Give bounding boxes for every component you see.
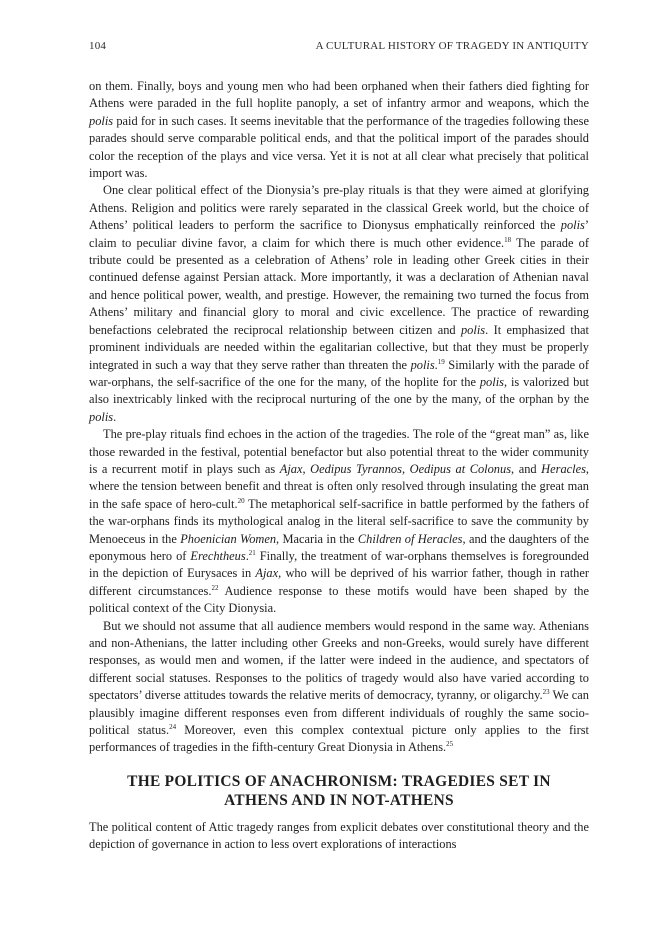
footnote-ref: 23: [542, 688, 550, 697]
text-run: .: [113, 409, 117, 424]
text-run: , is valorized but also inextricably linked with the reciprocal nurturing of the one by the many, of the orphan by the: [89, 374, 589, 407]
text-run: ’ claim to peculiar divine favor, a claim for which there is much other evidence.: [89, 218, 589, 250]
closing-paragraph: [89, 819, 589, 854]
text-run: One clear political effect of the Dionysia’s pre-play rituals is that they were aimed at glorifying Athens. Religion and politics were rarely separated in the classical Greek world, but the choice of Athens’ political leaders to perform the sacrifice to Dionysus emphatically reinforced the: [89, 183, 589, 233]
text-run: .: [245, 548, 249, 563]
text-run: The metaphorical self-sacrifice in battle performed by the fathers of the war-orphans finds its mythological analog in the literal self-sacrifice to save the community by Menoeceus in the: [89, 496, 589, 546]
italic-term: Phoenician Women: [180, 531, 277, 546]
italic-term: Oedipus Tyrannos: [310, 461, 402, 476]
text-run: ,: [401, 461, 410, 476]
running-head-title: A CULTURAL HISTORY OF TRAGEDY IN ANTIQUITY: [315, 40, 589, 52]
page-number: 104: [89, 40, 107, 52]
italic-term: Erechtheus: [190, 548, 246, 563]
text-run: Audience response to these motifs would have been shaped by the political context of the City Dionysia.: [89, 583, 589, 616]
italic-term: polis: [479, 374, 504, 389]
text-run: , who will be deprived of his warrior father, though in rather different circumstances.: [89, 566, 589, 598]
section-heading-line-1: THE POLITICS OF ANACHRONISM: TRAGEDIES SET IN: [127, 772, 551, 790]
section-heading: [89, 772, 589, 810]
footnote-ref: 21: [248, 548, 256, 557]
body-text: [89, 78, 589, 854]
text-run: But we should not assume that all audience members would respond in the same way. Athenians and non-Athenians, the latter including other Greeks and non-Greeks, would surely have different responses, as would men and women, if the latter were indeed in the audience, and spectators of different social statuses. Responses to the politics of tragedy would also have varied according to spectators’ diverse attitudes towards the relative merits of democracy, tyranny, or oligarchy.: [89, 618, 589, 703]
footnote-ref: 20: [237, 496, 245, 505]
italic-term: Heracles: [541, 461, 586, 476]
text-run: , Macaria in the: [276, 531, 358, 546]
text-run: paid for in such cases. It seems inevitable that the performance of the tragedies following these parades should serve comparable political ends, and that the political import of the parades should color the reception of the plays and vice versa. Yet it is not at all clear what precisely that political import was.: [89, 113, 589, 181]
section-heading-line-2: ATHENS AND IN NOT-ATHENS: [224, 791, 454, 809]
italic-term: polis: [560, 218, 585, 233]
italic-term: Ajax: [279, 461, 303, 476]
body-paragraph: [89, 426, 589, 617]
footnote-ref: 24: [169, 723, 177, 732]
body-paragraph: [89, 182, 589, 426]
text-run: Moreover, even this complex contextual picture only applies to the first performances of tragedies in the fifth-century Great Dionysia in Athens.: [89, 723, 589, 755]
text-run: The political content of Attic tragedy ranges from explicit debates over constitutional theory and the depiction of governance in action to less overt explorations of interactions: [89, 819, 589, 852]
italic-term: polis: [89, 113, 114, 128]
footnote-ref: 19: [437, 357, 445, 366]
text-run: ,: [302, 461, 311, 476]
body-paragraph: [89, 78, 589, 182]
italic-term: Children of Heracles: [357, 531, 463, 546]
text-run: The pre-play rituals find echoes in the action of the tragedies. The role of the “great man” as, like those rewarded in the festival, potential benefactor but also potential threat to the wider community is a recurrent motif in plays such as: [89, 427, 589, 476]
body-paragraph: [89, 618, 589, 757]
text-run: , and: [511, 461, 542, 476]
italic-term: Oedipus at Colonus: [409, 461, 512, 476]
footnote-ref: 18: [504, 235, 512, 244]
text-run: Finally, the treatment of war-orphans themselves is foregrounded in the depiction of Eurysaces in: [89, 548, 589, 581]
italic-term: polis: [460, 322, 486, 337]
text-run: , and the daughters of the eponymous hero of: [89, 531, 589, 563]
text-run: Similarly with the parade of war-orphans, the self-sacrifice of the one for the many, of the hoplite for the: [89, 357, 589, 389]
text-run: . It emphasized that prominent individuals are needed within the egalitarian collective, but that they must be properly integrated in such a way that they serve rather than threaten the: [89, 322, 589, 372]
text-run: The parade of tribute could be presented as a celebration of Athens’ role in leading other Greek cities in their continued defense against Persian attack. More importantly, it was a declaration of Athenian naval and hence political power, wealth, and prestige. However, the remaining two turned the focus from Athens’ military and financial glory to moral and civic excellence. The practice of rewarding benefactions celebrated the reciprocal relationship between citizen and: [89, 235, 590, 337]
italic-term: polis: [89, 409, 114, 424]
italic-term: Ajax: [255, 566, 279, 581]
running-head: [89, 39, 589, 53]
italic-term: polis: [410, 357, 435, 372]
footnote-ref: 22: [211, 583, 219, 592]
text-run: , where the tension between benefit and threat is often only resolved through insulating the great man in the safe space of hero-cult.: [89, 461, 590, 511]
text-run: We can plausibly imagine different responses even from different individuals of roughly the same socio-political status.: [89, 688, 589, 738]
text-run: on them. Finally, boys and young men who had been orphaned when their fathers died fighting for Athens were paraded in the full hoplite panoply, a set of infantry armor and weapons, which the: [89, 79, 589, 111]
footnote-ref: 25: [446, 740, 454, 749]
text-run: .: [434, 357, 438, 372]
